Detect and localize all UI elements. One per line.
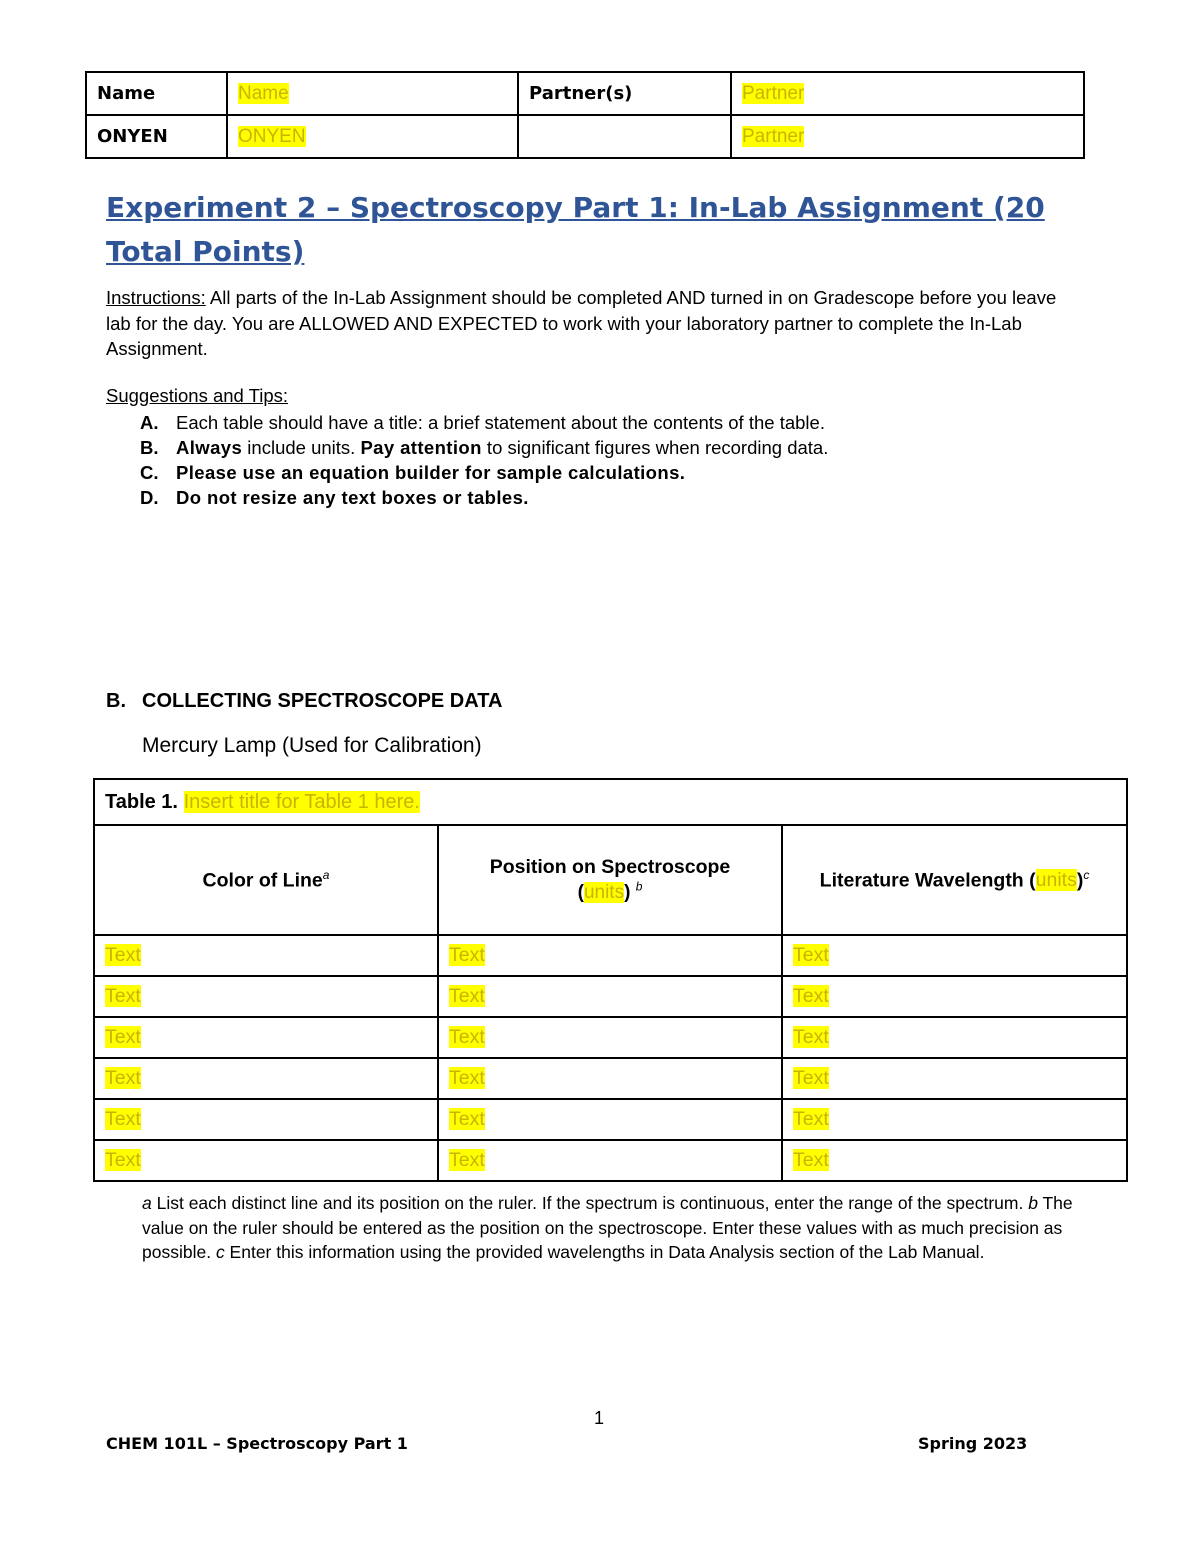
tip-b-bold1: Always <box>176 437 243 458</box>
instructions-label: Instructions: <box>106 287 206 308</box>
col2-close: ) <box>624 881 631 903</box>
col-position <box>438 825 782 935</box>
table-cell[interactable] <box>94 1140 438 1181</box>
col2-units-placeholder[interactable]: units <box>583 881 625 903</box>
onyen-placeholder[interactable]: ONYEN <box>238 125 306 147</box>
cell-placeholder[interactable]: Text <box>105 1026 141 1048</box>
cell-placeholder[interactable]: Text <box>793 1108 829 1130</box>
cell-placeholder[interactable]: Text <box>793 1067 829 1089</box>
footnote-c-text: Enter this information using the provided wavelengths in Data Analysis section of the Lab Manual. <box>224 1242 985 1262</box>
col1-label: Color of Line <box>202 869 323 892</box>
table-1-title-placeholder[interactable]: Insert title for Table 1 here. <box>183 790 420 813</box>
partner2-placeholder[interactable]: Partner <box>742 125 805 147</box>
table-cell[interactable] <box>782 935 1127 976</box>
table-cell[interactable] <box>438 1140 782 1181</box>
name-label: Name <box>86 72 227 115</box>
mercury-lamp-subheading: Mercury Lamp (Used for Calibration) <box>142 734 482 757</box>
name-row <box>86 72 1084 115</box>
table-1-caption-row <box>94 779 1127 825</box>
instructions-text: All parts of the In-Lab Assignment should be completed AND turned in on Gradescope before you leave lab for the day. You are ALLOWED AND EXPECTED to work with your laboratory partner to complete the In-Lab Assignment. <box>106 287 1057 359</box>
onyen-field[interactable] <box>227 115 518 158</box>
col3-footnote-mark: c <box>1083 867 1090 882</box>
tip-b <box>106 435 1066 460</box>
cell-placeholder[interactable]: Text <box>105 1108 141 1130</box>
tip-a <box>106 410 1066 435</box>
table-cell[interactable] <box>94 1017 438 1058</box>
empty-cell <box>518 115 731 158</box>
tip-a-text: Each table should have a title: a brief statement about the contents of the table. <box>176 412 825 433</box>
table-cell[interactable] <box>438 1099 782 1140</box>
tip-b-text1: include units. <box>242 437 361 458</box>
table-cell[interactable] <box>438 935 782 976</box>
table-cell[interactable] <box>94 1099 438 1140</box>
onyen-row <box>86 115 1084 158</box>
section-b-letter: B. <box>106 690 126 712</box>
cell-placeholder[interactable]: Text <box>449 1149 485 1171</box>
col2-open: ( <box>577 881 584 903</box>
table-1 <box>93 778 1128 1182</box>
tip-a-letter: A. <box>140 412 159 433</box>
page-number: 1 <box>594 1408 605 1428</box>
col3-label: Literature Wavelength ( <box>819 869 1036 892</box>
col-color-of-line <box>94 825 438 935</box>
col1-footnote-mark: a <box>322 867 330 882</box>
tips-heading: Suggestions and Tips: <box>106 385 289 406</box>
tip-c <box>106 460 1066 485</box>
cell-placeholder[interactable]: Text <box>449 944 485 966</box>
name-field[interactable] <box>227 72 518 115</box>
footnote-c-mark: c <box>215 1242 225 1262</box>
table-footnotes <box>142 1191 1092 1265</box>
table-cell[interactable] <box>94 1058 438 1099</box>
table-row <box>94 1099 1127 1140</box>
student-info-table <box>85 71 1085 159</box>
table-row <box>94 1140 1127 1181</box>
cell-placeholder[interactable]: Text <box>449 985 485 1007</box>
tip-d-text: Do not resize any text boxes or tables. <box>176 487 529 508</box>
table-1-header-row <box>94 825 1127 935</box>
cell-placeholder[interactable]: Text <box>793 1026 829 1048</box>
name-placeholder[interactable]: Name <box>238 82 289 104</box>
table-cell[interactable] <box>782 1140 1127 1181</box>
tip-d-letter: D. <box>140 487 159 508</box>
partners-label: Partner(s) <box>518 72 731 115</box>
footnote-a-mark: a <box>142 1193 152 1213</box>
tip-d <box>106 485 1066 510</box>
table-cell[interactable] <box>438 1017 782 1058</box>
table-cell[interactable] <box>782 976 1127 1017</box>
footnote-b-text: The value on the ruler should be entered as the position on the spectroscope. Enter these values with as much precision as possible. <box>142 1193 1073 1262</box>
onyen-label: ONYEN <box>86 115 227 158</box>
table-row <box>94 1017 1127 1058</box>
table-1-caption <box>94 779 1127 825</box>
col2-label: Position on Spectroscope <box>489 856 731 879</box>
partner2-field[interactable] <box>731 115 1084 158</box>
col-literature-wavelength <box>782 825 1127 935</box>
tip-b-letter: B. <box>140 437 159 458</box>
tip-b-bold2: Pay attention <box>360 437 482 458</box>
cell-placeholder[interactable]: Text <box>449 1108 485 1130</box>
table-row <box>94 1058 1127 1099</box>
table-cell[interactable] <box>94 976 438 1017</box>
table-row <box>94 976 1127 1017</box>
cell-placeholder[interactable]: Text <box>793 1149 829 1171</box>
table-row <box>94 935 1127 976</box>
section-b-heading <box>106 690 502 713</box>
tip-b-text2: to significant figures when recording data. <box>481 437 829 458</box>
table-cell[interactable] <box>438 1058 782 1099</box>
col3-units-placeholder[interactable]: units <box>1035 869 1077 892</box>
tips-list <box>106 410 1066 510</box>
table-1-label: Table 1. <box>105 790 178 813</box>
cell-placeholder[interactable]: Text <box>105 1149 141 1171</box>
cell-placeholder[interactable]: Text <box>793 944 829 966</box>
cell-placeholder[interactable]: Text <box>793 985 829 1007</box>
section-b-title: COLLECTING SPECTROSCOPE DATA <box>142 690 503 712</box>
col2-footnote-mark: b <box>635 879 643 894</box>
cell-placeholder[interactable]: Text <box>105 1067 141 1089</box>
table-cell[interactable] <box>782 1099 1127 1140</box>
footer-course: CHEM 101L – Spectroscopy Part 1 <box>106 1434 408 1453</box>
table-cell[interactable] <box>94 935 438 976</box>
cell-placeholder[interactable]: Text <box>105 985 141 1007</box>
tip-c-letter: C. <box>140 462 159 483</box>
cell-placeholder[interactable]: Text <box>449 1067 485 1089</box>
cell-placeholder[interactable]: Text <box>449 1026 485 1048</box>
tip-c-text: Please use an equation builder for sample calculations. <box>176 462 686 483</box>
footer-term: Spring 2023 <box>918 1434 1028 1453</box>
page-title: Experiment 2 – Spectroscopy Part 1: In-Lab Assignment (20 Total Points) <box>106 191 1045 268</box>
table-cell[interactable] <box>782 1017 1127 1058</box>
table-cell[interactable] <box>782 1058 1127 1099</box>
col3-close: ) <box>1076 869 1084 892</box>
instructions <box>106 285 1066 362</box>
partner1-placeholder[interactable]: Partner <box>742 82 805 104</box>
cell-placeholder[interactable]: Text <box>105 944 141 966</box>
footnote-b-mark: b <box>1028 1193 1038 1213</box>
footnote-a-text: List each distinct line and its position on the ruler. If the spectrum is continuous, enter the range of the spectrum. <box>151 1193 1029 1213</box>
col2-units-wrap <box>577 879 643 903</box>
partner1-field[interactable] <box>731 72 1084 115</box>
table-cell[interactable] <box>438 976 782 1017</box>
